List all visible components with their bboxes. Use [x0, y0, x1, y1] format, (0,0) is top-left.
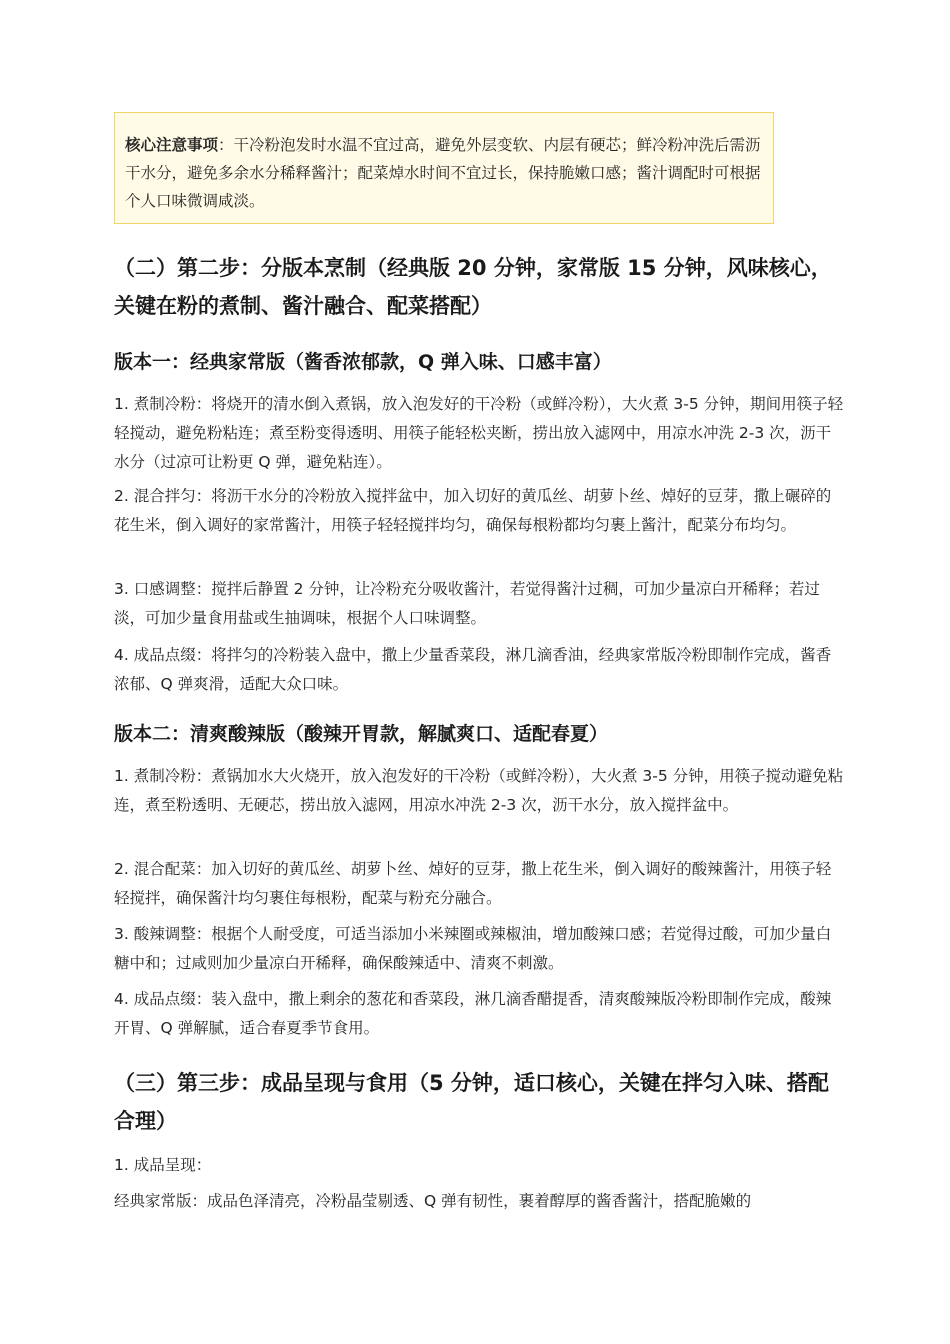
key-notes-box [114, 112, 774, 224]
version-2-heading: 版本二：清爽酸辣版（酸辣开胃款，解腻爽口、适配春夏） [114, 723, 609, 745]
section-2-heading: （二）第二步：分版本烹制（经典版 20 分钟，家常版 15 分钟，风味核心，关键在粉的煮制、酱汁融合、配菜搭配） [114, 256, 832, 318]
version-2-step-4: 4. 成品点缀：装入盘中，撒上剩余的葱花和香菜段，淋几滴香醋提香，清爽酸辣版冷粉即制作完成，酸辣开胃、Q 弹解腻，适合春夏季节食用。 [114, 990, 832, 1037]
version-1-step-4: 4. 成品点缀：将拌匀的冷粉装入盘中，撒上少量香菜段，淋几滴香油，经典家常版冷粉即制作完成，酱香浓郁、Q 弹爽滑，适配大众口味。 [114, 646, 832, 693]
version-1-step-1: 1. 煮制冷粉：将烧开的清水倒入煮锅，放入泡发好的干冷粉（或鲜冷粉），大火煮 3-5 分钟，期间用筷子轻轻搅动，避免粉粘连；煮至粉变得透明、用筷子能轻松夹断，捞出放入滤网中，用凉水冲洗 2-3 次，沥干水分（过凉可让粉更 Q 弹，避免粘连）。 [114, 395, 844, 471]
version-1-heading: 版本一：经典家常版（酱香浓郁款，Q 弹入味、口感丰富） [114, 351, 612, 373]
classic-presentation-text: 经典家常版：成品色泽清亮，冷粉晶莹剔透、Q 弹有韧性，裹着醇厚的酱香酱汁，搭配脆嫩的 [114, 1192, 752, 1210]
version-1-step-2: 2. 混合拌匀：将沥干水分的冷粉放入搅拌盆中，加入切好的黄瓜丝、胡萝卜丝、焯好的豆芽，撒上碾碎的花生米，倒入调好的家常酱汁，用筷子轻轻搅拌均匀，确保每根粉都均匀裹上酱汁，配菜分布均匀。 [114, 487, 832, 534]
key-notes-text: ：干冷粉泡发时水温不宜过高，避免外层变软、内层有硬芯；鲜冷粉冲洗后需沥干水分，避免多余水分稀释酱汁；配菜焯水时间不宜过长，保持脆嫩口感；酱汁调配时可根据个人口味微调咸淡。 [125, 136, 761, 210]
version-2-step-2: 2. 混合配菜：加入切好的黄瓜丝、胡萝卜丝、焯好的豆芽，撒上花生米，倒入调好的酸辣酱汁，用筷子轻轻搅拌，确保酱汁均匀裹住每根粉，配菜与粉充分融合。 [114, 860, 832, 907]
key-notes-label: 核心注意事项 [125, 136, 219, 154]
section-3-heading: （三）第三步：成品呈现与食用（5 分钟，适口核心，关键在拌匀入味、搭配合理） [114, 1071, 829, 1133]
section-3-item-1: 1. 成品呈现： [114, 1156, 212, 1174]
version-1-step-3: 3. 口感调整：搅拌后静置 2 分钟，让冷粉充分吸收酱汁，若觉得酱汁过稠，可加少量凉白开稀释；若过淡，可加少量食用盐或生抽调味，根据个人口味调整。 [114, 580, 820, 627]
version-2-step-1: 1. 煮制冷粉：煮锅加水大火烧开，放入泡发好的干冷粉（或鲜冷粉），大火煮 3-5 分钟，用筷子搅动避免粘连，煮至粉透明、无硬芯，捞出放入滤网，用凉水冲洗 2-3 次，沥干水分，放入搅拌盆中。 [114, 767, 844, 814]
version-2-step-3: 3. 酸辣调整：根据个人耐受度，可适当添加小米辣圈或辣椒油，增加酸辣口感；若觉得过酸，可加少量白糖中和；过咸则加少量凉白开稀释，确保酸辣适中、清爽不刺激。 [114, 925, 832, 972]
